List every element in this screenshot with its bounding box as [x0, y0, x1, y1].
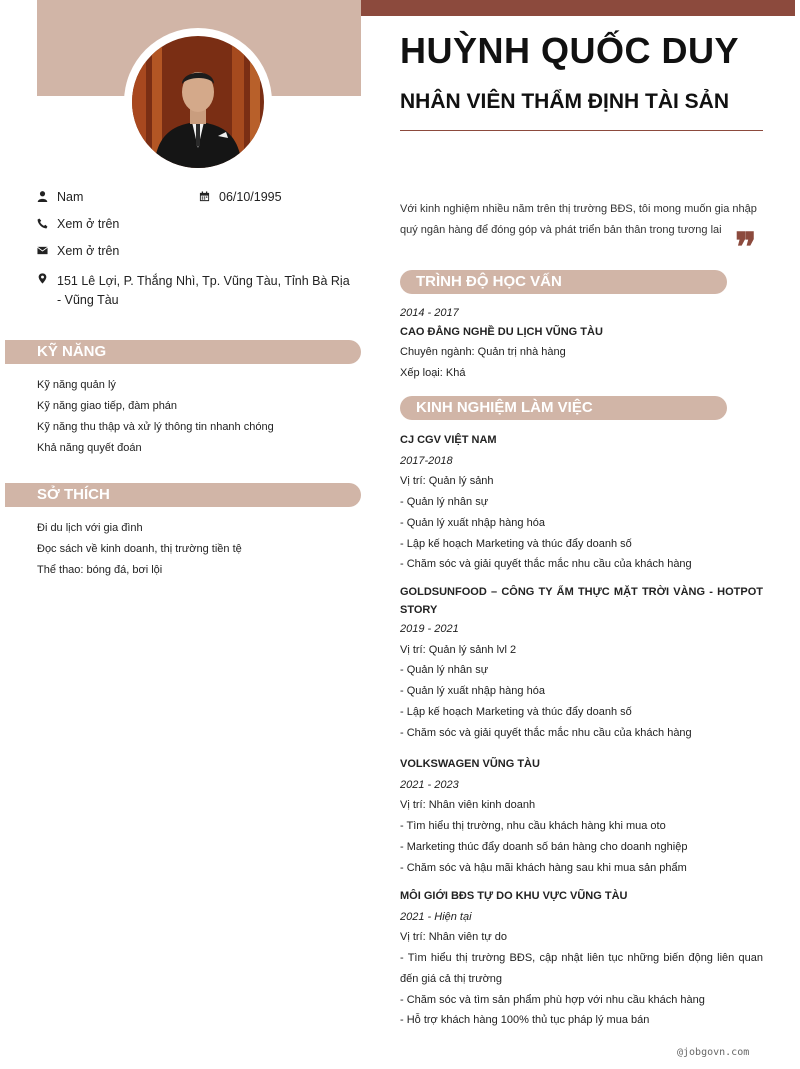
job-organization: VOLKSWAGEN VŨNG TÀU: [400, 758, 540, 770]
job-period: 2017-2018: [400, 454, 453, 467]
list-item: Kỹ năng giao tiếp, đàm phán: [37, 400, 178, 412]
phone-row: [37, 217, 337, 231]
job-entry: [400, 886, 763, 1031]
job-organization: CJ CGV VIỆT NAM: [400, 434, 497, 446]
header-accent-bar: [361, 0, 795, 16]
dob-row: [199, 190, 359, 204]
job-organization: MÔI GIỚI BĐS TỰ DO KHU VỰC VŨNG TÀU: [400, 890, 628, 902]
job-detail: - Quản lý xuất nhập hàng hóa: [400, 516, 545, 529]
list-item: Đi du lịch với gia đình: [37, 522, 143, 534]
job-detail: - Chăm sóc và giải quyết thắc mắc nhu cầu của khách hàng: [400, 558, 692, 571]
title-divider: [400, 130, 763, 131]
quote-icon: ❞: [735, 224, 757, 271]
education-school: CAO ĐẲNG NGHỀ DU LỊCH VŨNG TÀU: [400, 326, 603, 338]
email-row: [37, 244, 337, 258]
candidate-name: HUỲNH QUỐC DUY: [400, 30, 740, 71]
job-detail: Vị trí: Quản lý sảnh lvl 2: [400, 643, 517, 656]
job-period: 2021 - 2023: [400, 778, 459, 791]
job-detail: Vị trí: Nhân viên tự do: [400, 931, 508, 944]
hobbies-list: [37, 518, 242, 581]
skills-heading: KỸ NĂNG: [5, 340, 361, 364]
phone-value: Xem ở trên: [57, 217, 120, 231]
job-entry: [400, 583, 763, 743]
map-pin-icon: [37, 272, 57, 284]
job-detail: - Tìm hiểu thị trường, nhu cầu khách hàng khi mua oto: [400, 820, 666, 833]
calendar-icon: [199, 190, 219, 202]
job-detail: - Hỗ trợ khách hàng 100% thủ tục pháp lý mua bán: [400, 1014, 650, 1027]
site-watermark: @jobgovn.com: [677, 1047, 750, 1058]
experience-heading: KINH NGHIỆM LÀM VIỆC: [400, 396, 727, 420]
avatar-photo: [132, 36, 264, 168]
job-detail: - Lập kế hoạch Marketing và thúc đẩy doanh số: [400, 537, 632, 550]
job-organization: GOLDSUNFOOD – CÔNG TY ẨM THỰC MẶT TRỜI VÀNG - HOTPOT STORY: [400, 586, 763, 616]
career-summary: Với kinh nghiệm nhiều năm trên thị trường BĐS, tôi mong muốn gia nhập quý ngân hàng để đóng góp và phát triển bản thân trong tương lai: [400, 203, 757, 236]
education-rank: Xếp loại: Khá: [400, 367, 466, 379]
job-detail: - Chăm sóc và tìm sản phẩm phù hợp với nhu cầu khách hàng: [400, 993, 705, 1006]
envelope-icon: [37, 244, 57, 256]
job-detail: - Lập kế hoạch Marketing và thúc đẩy doanh số: [400, 705, 632, 718]
job-detail: - Marketing thúc đẩy doanh số bán hàng cho doanh nghiệp: [400, 840, 688, 853]
job-detail: - Quản lý xuất nhập hàng hóa: [400, 685, 545, 698]
job-detail: - Chăm sóc và giải quyết thắc mắc nhu cầu của khách hàng: [400, 726, 692, 739]
job-period: 2019 - 2021: [400, 623, 459, 635]
job-period: 2021 - Hiện tại: [400, 910, 472, 923]
email-value: Xem ở trên: [57, 244, 120, 258]
job-detail: - Tìm hiểu thị trường BĐS, cập nhật liên tục những biến động liên quan đến giá cả thị trường: [400, 952, 763, 985]
dob-value: 06/10/1995: [219, 190, 282, 204]
job-title: NHÂN VIÊN THẨM ĐỊNH TÀI SẢN: [400, 90, 729, 113]
education-block: [400, 304, 763, 384]
job-detail: - Chăm sóc và hậu mãi khách hàng sau khi mua sản phẩm: [400, 861, 687, 874]
address-row: [37, 272, 357, 310]
job-detail: - Quản lý nhân sự: [400, 496, 489, 509]
job-detail: - Quản lý nhân sự: [400, 664, 489, 677]
job-detail: Vị trí: Quản lý sảnh: [400, 475, 494, 488]
avatar: [132, 36, 264, 168]
hobbies-heading: SỞ THÍCH: [5, 483, 361, 507]
gender-value: Nam: [57, 190, 84, 204]
list-item: Kỹ năng quản lý: [37, 379, 116, 391]
skills-list: [37, 375, 274, 459]
job-entry: [400, 754, 763, 878]
phone-icon: [37, 217, 57, 229]
job-detail: Vị trí: Nhân viên kinh doanh: [400, 799, 536, 812]
list-item: Kỹ năng thu thập và xử lý thông tin nhanh chóng: [37, 421, 274, 433]
list-item: Đọc sách về kinh doanh, thị trường tiền tệ: [37, 543, 242, 555]
person-icon: [37, 190, 57, 202]
education-major: Chuyên ngành: Quản trị nhà hàng: [400, 346, 566, 358]
list-item: Khả năng quyết đoán: [37, 442, 142, 454]
job-entry: [400, 430, 763, 575]
address-value: 151 Lê Lợi, P. Thắng Nhì, Tp. Vũng Tàu, Tỉnh Bà Rịa - Vũng Tàu: [57, 274, 350, 307]
education-period: 2014 - 2017: [400, 307, 459, 319]
gender-row: [37, 190, 197, 204]
list-item: Thể thao: bóng đá, bơi lội: [37, 564, 163, 576]
education-heading: TRÌNH ĐỘ HỌC VẤN: [400, 270, 727, 294]
